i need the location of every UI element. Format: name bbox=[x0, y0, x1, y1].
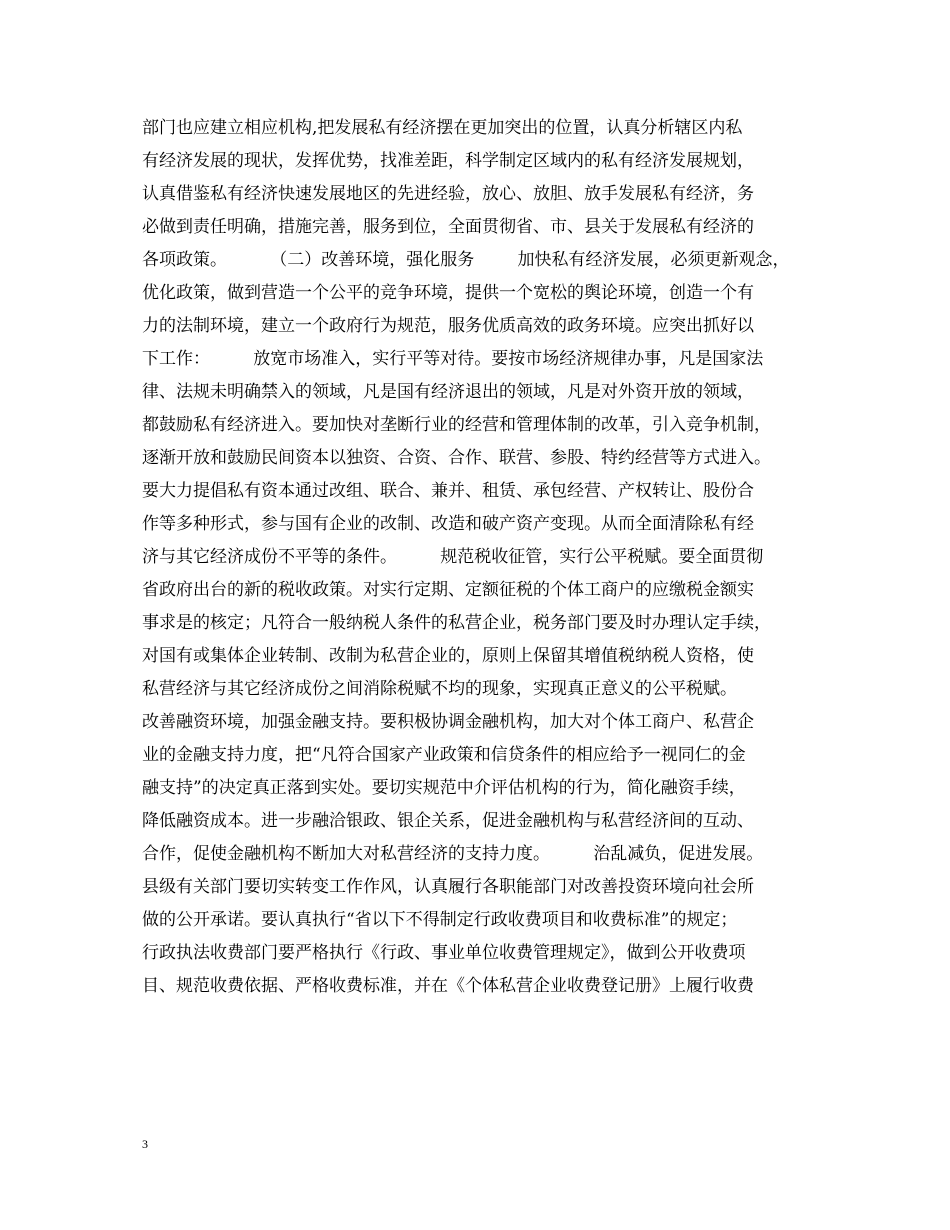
text-line: 要大力提倡私有资本通过改组、联合、兼并、租赁、承包经营、产权转让、股份合 bbox=[142, 481, 754, 501]
text-line: 部门也应建立相应机构,把发展私有经济摆在更加突出的位置，认真分析辖区内私 bbox=[142, 118, 743, 138]
text-line: 合作，促使金融机构不断加大对私营经济的支持力度。 治乱减负，促进发展。 bbox=[142, 844, 764, 864]
text-line: 改善融资环境，加强金融支持。要积极协调金融机构，加大对个体工商户、私营企 bbox=[142, 712, 754, 732]
text-line: 业的金融支持力度，把“凡符合国家产业政策和信贷条件的相应给予一视同仁的金 bbox=[142, 745, 746, 765]
text-line: 济与其它经济成份不平等的条件。 规范税收征管，实行公平税赋。要全面贯彻 bbox=[142, 547, 764, 567]
text-line: 认真借鉴私有经济快速发展地区的先进经验，放心、放胆、放手发展私有经济，务 bbox=[142, 184, 754, 204]
text-line: 各项政策。 （二）改善环境，强化服务 加快私有经济发展，必须更新观念， bbox=[142, 250, 790, 270]
text-line: 作等多种形式，参与国有企业的改制、改造和破产资产变现。从而全面清除私有经 bbox=[142, 514, 754, 534]
text-line: 优化政策，做到营造一个公平的竞争环境，提供一个宽松的舆论环境，创造一个有 bbox=[142, 283, 754, 303]
text-line: 必做到责任明确，措施完善，服务到位，全面贯彻省、市、县关于发展私有经济的 bbox=[142, 217, 754, 237]
text-line: 降低融资成本。进一步融洽银政、银企关系，促进金融机构与私营经济间的互动、 bbox=[142, 811, 754, 831]
text-line: 省政府出台的新的税收政策。对实行定期、定额征税的个体工商户的应缴税金额实 bbox=[142, 580, 754, 600]
text-line: 目、规范收费依据、严格收费标准，并在《个体私营企业收费登记册》上履行收费 bbox=[142, 976, 754, 996]
text-line: 做的公开承诺。要认真执行“省以下不得制定行政收费项目和收费标准”的规定； bbox=[142, 910, 738, 930]
page-number: 3 bbox=[142, 1137, 148, 1151]
text-line: 县级有关部门要切实转变工作作风，认真履行各职能部门对改善投资环境向社会所 bbox=[142, 877, 754, 897]
text-line: 律、法规未明确禁入的领域，凡是国有经济退出的领域，凡是对外资开放的领域， bbox=[142, 382, 754, 402]
text-line: 逐渐开放和鼓励民间资本以独资、合资、合作、联营、参股、特约经营等方式进入。 bbox=[142, 448, 771, 468]
text-line: 下工作： 放宽市场准入，实行平等对待。要按市场经济规律办事，凡是国家法 bbox=[142, 349, 764, 369]
text-line: 融支持”的决定真正落到实处。要切实规范中介评估机构的行为，简化融资手续， bbox=[142, 778, 746, 798]
text-line: 力的法制环境，建立一个政府行为规范，服务优质高效的政务环境。应突出抓好以 bbox=[142, 316, 754, 336]
text-line: 有经济发展的现状，发挥优势，找准差距，科学制定区域内的私有经济发展规划， bbox=[142, 151, 754, 171]
text-line: 对国有或集体企业转制、改制为私营企业的，原则上保留其增值税纳税人资格，使 bbox=[142, 646, 754, 666]
text-line: 事求是的核定；凡符合一般纳税人条件的私营企业，税务部门要及时办理认定手续， bbox=[142, 613, 771, 633]
text-line: 行政执法收费部门要严格执行《行政、事业单位收费管理规定》，做到公开收费项 bbox=[142, 943, 746, 963]
text-line: 私营经济与其它经济成份之间消除税赋不均的现象，实现真正意义的公平税赋。 bbox=[142, 679, 737, 699]
text-line: 都鼓励私有经济进入。要加快对垄断行业的经营和管理体制的改革，引入竞争机制， bbox=[142, 415, 771, 435]
